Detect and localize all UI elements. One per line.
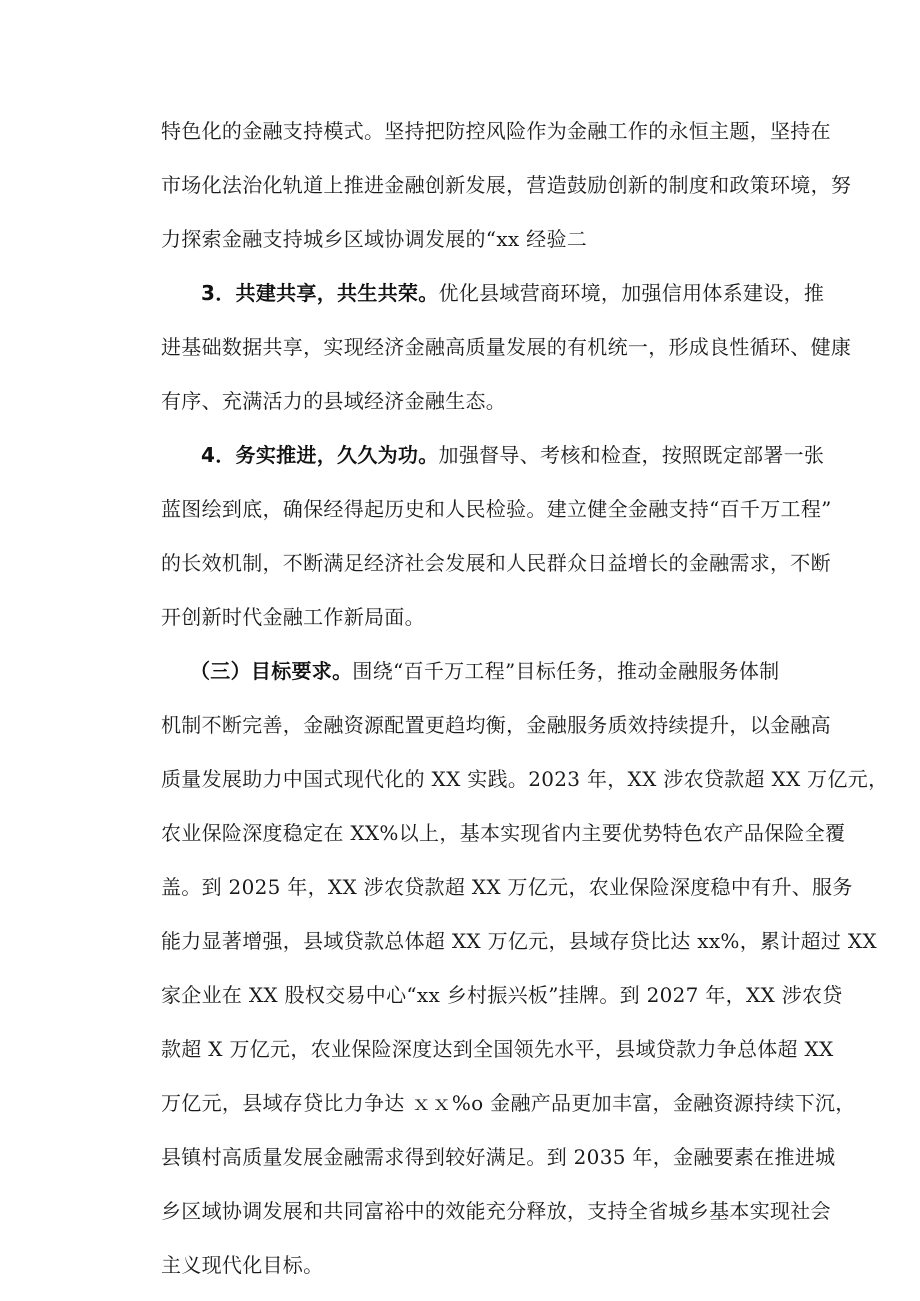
text-run: 蓝图绘到底，确保经得起历史和人民检验。建立健全金融支持“百千万工程”	[161, 497, 832, 521]
paragraph-3-line-1	[201, 442, 824, 468]
paragraph-2-line-2	[161, 334, 851, 360]
paragraph-3-line-3	[161, 550, 831, 576]
text-run: 家企业在 XX 股权交易中心“xx 乡村振兴板”挂牌。到 2027 年，XX 涉农贷	[161, 983, 843, 1007]
paragraph-4-line-4	[161, 820, 845, 846]
paragraph-3-line-2	[161, 496, 832, 522]
paragraph-4-line-10	[161, 1144, 835, 1170]
heading-item-3: 3．共建共享，共生共荣。	[201, 281, 439, 305]
text-run: 开创新时代金融工作新局面。	[161, 605, 425, 629]
text-run: 的长效机制，不断满足经济社会发展和人民群众日益增长的金融需求，不断	[161, 551, 831, 575]
text-run: 市场化法治化轨道上推进金融创新发展，营造鼓励创新的制度和政策环境，努	[161, 173, 852, 197]
text-run: 款超 X 万亿元，农业保险深度达到全国领先水平，县域贷款力争总体超 XX	[161, 1037, 834, 1061]
paragraph-3-line-4	[161, 604, 425, 630]
paragraph-1-line-3	[161, 226, 587, 252]
paragraph-4-line-8	[161, 1036, 834, 1062]
text-run: 能力显著增强，县域贷款总体超 XX 万亿元，县域存贷比达 xx%，累计超过 XX	[161, 929, 877, 953]
paragraph-2-line-3	[161, 388, 506, 414]
paragraph-4-line-12	[161, 1252, 323, 1278]
text-run: 农业保险深度稳定在 XX%以上，基本实现省内主要优势特色农产品保险全覆	[161, 821, 846, 845]
section-heading-targets: （三）目标要求。	[190, 659, 353, 683]
text-run: 县镇村高质量发展金融需求得到较好满足。到 2035 年，金融要素在推进城	[161, 1145, 836, 1169]
text-run: 进基础数据共享，实现经济金融高质量发展的有机统一，形成良性循环、健康	[161, 335, 852, 359]
paragraph-1-line-1	[161, 118, 831, 144]
paragraph-1-line-2	[161, 172, 851, 198]
text-run: 加强督导、考核和检查，按照既定部署一张	[438, 443, 825, 467]
paragraph-2-line-1	[201, 280, 824, 306]
text-run: 优化县域营商环境，加强信用体系建设，推	[438, 281, 825, 305]
text-run: 围绕“百千万工程”目标任务，推动金融服务体制	[352, 659, 780, 683]
text-run: 万亿元，县域存贷比力争达 ｘｘ%o 金融产品更加丰富，金融资源持续下沉，	[161, 1091, 856, 1115]
paragraph-4-line-9	[161, 1090, 856, 1116]
text-run: 乡区域协调发展和共同富裕中的效能充分释放，支持全省城乡基本实现社会	[161, 1199, 831, 1223]
text-run: 主义现代化目标。	[161, 1253, 324, 1277]
heading-item-4: 4．务实推进，久久为功。	[201, 443, 439, 467]
text-run: 特色化的金融支持模式。坚持把防控风险作为金融工作的永恒主题，坚持在	[161, 119, 831, 143]
paragraph-4-line-2	[161, 712, 831, 738]
paragraph-4-line-3	[161, 766, 888, 792]
paragraph-4-line-11	[161, 1198, 831, 1224]
paragraph-4-line-6	[161, 928, 877, 954]
text-run: 力探索金融支持城乡区域协调发展的“xx 经验二	[161, 227, 588, 251]
paragraph-4-line-7	[161, 982, 843, 1008]
paragraph-4-line-5	[161, 874, 853, 900]
paragraph-4-line-1	[190, 658, 779, 684]
text-run: 质量发展助力中国式现代化的 XX 实践。2023 年，XX 涉农贷款超 XX 万亿元，	[161, 767, 889, 791]
text-run: 盖。到 2025 年，XX 涉农贷款超 XX 万亿元，农业保险深度稳中有升、服务	[161, 875, 853, 899]
text-run: 机制不断完善，金融资源配置更趋均衡，金融服务质效持续提升，以金融高	[161, 713, 831, 737]
text-run: 有序、充满活力的县域经济金融生态。	[161, 389, 507, 413]
